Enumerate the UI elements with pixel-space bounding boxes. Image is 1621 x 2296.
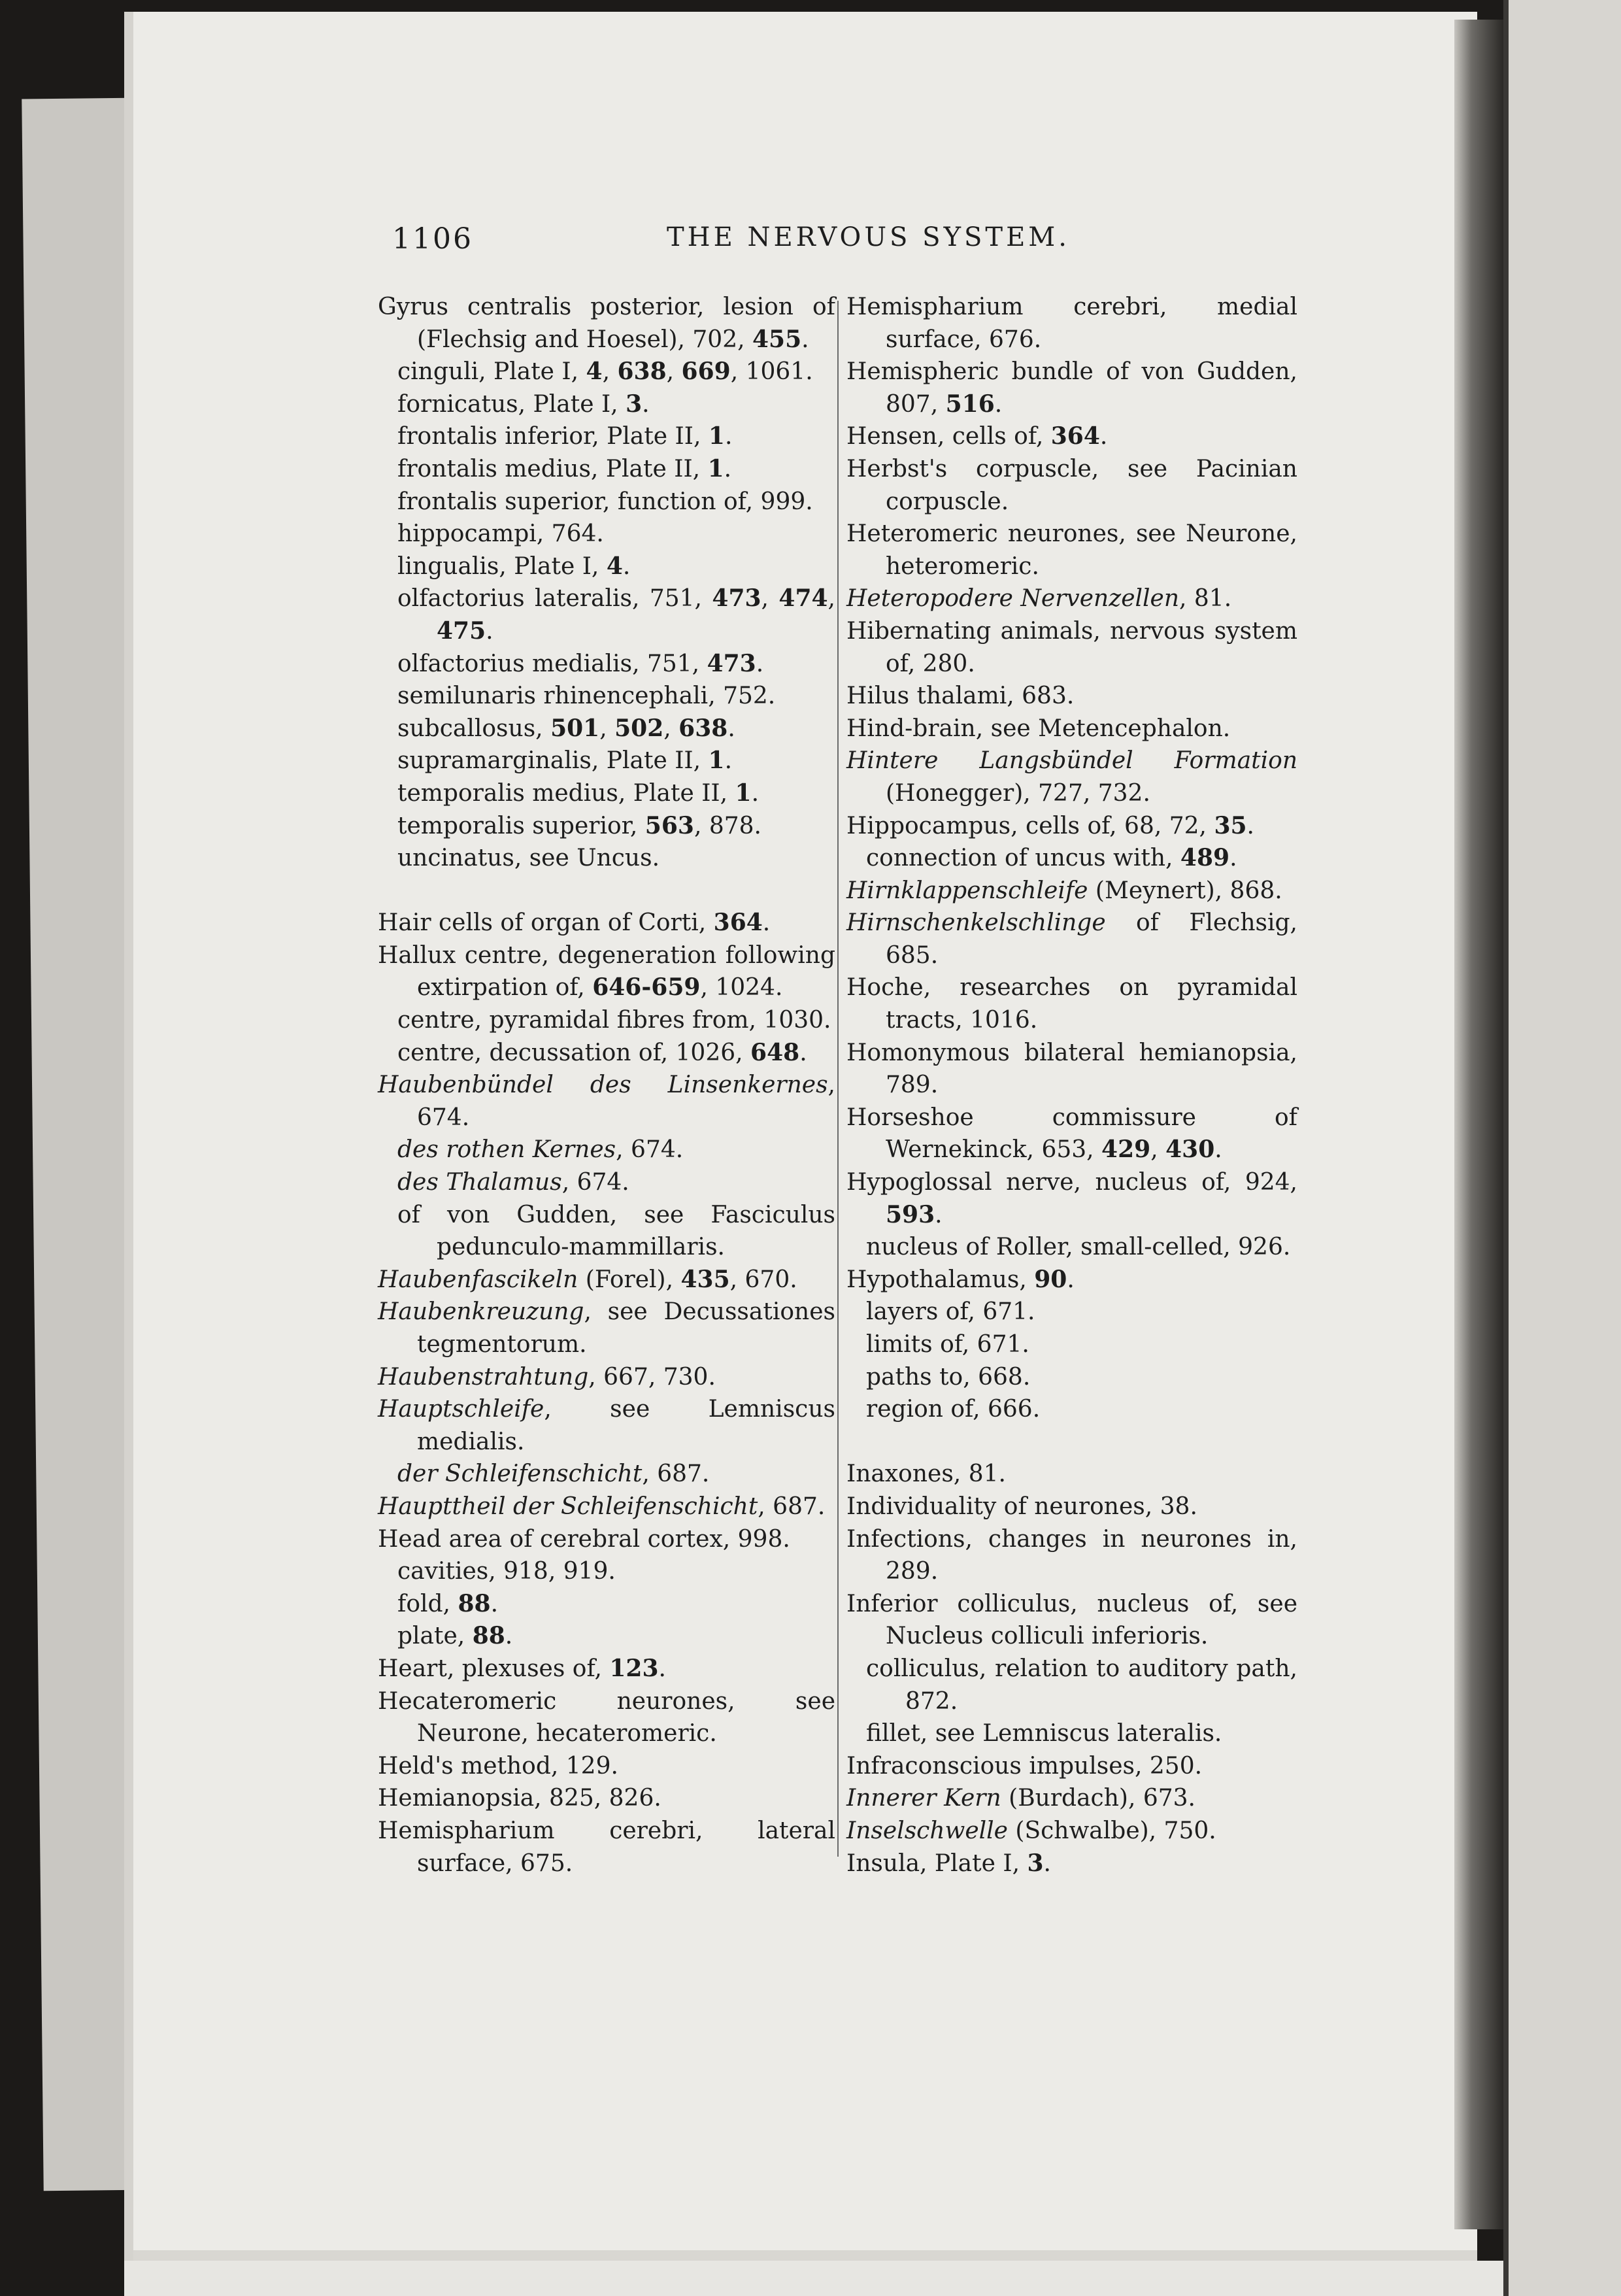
entry-text: Heart, plexuses of, xyxy=(378,1655,610,1682)
page-reference-bold: 489 xyxy=(1180,844,1230,872)
facing-page-edge xyxy=(1503,0,1621,2296)
index-entry xyxy=(846,713,1297,745)
index-entry xyxy=(378,1685,835,1750)
entry-text: . xyxy=(490,1590,499,1617)
page-reference-bold: 1 xyxy=(735,779,752,807)
entry-text: frontalis superior, function of, 999. xyxy=(397,488,813,515)
page-reference-bold: 1 xyxy=(708,747,725,775)
german-term: Hirnklappenschleife xyxy=(846,877,1088,904)
index-entry xyxy=(846,518,1297,582)
entry-text: . xyxy=(658,1655,666,1682)
entry-text: limits of, 671. xyxy=(866,1331,1029,1358)
german-term: Haupttheil der Schleifenschicht xyxy=(378,1493,758,1520)
entry-text: , 1024. xyxy=(700,974,783,1002)
entry-text: cavities, 918, 919. xyxy=(397,1558,616,1585)
entry-text: . xyxy=(724,423,733,450)
entry-text: , 670. xyxy=(729,1266,797,1293)
page-reference-bold: 501 xyxy=(550,714,600,742)
entry-text: Homonymous bilateral hemianopsia, 789. xyxy=(846,1039,1297,1099)
column-divider xyxy=(837,301,839,1857)
index-subentry xyxy=(378,680,835,713)
entry-text: Hemispheric bundle of von Gudden, 807, xyxy=(846,358,1297,418)
entry-text: . xyxy=(1099,423,1108,450)
entry-text: , 674. xyxy=(616,1136,684,1164)
page-reference-bold: 3 xyxy=(626,390,643,418)
page-bottom-edge xyxy=(124,2261,1503,2296)
index-subentry xyxy=(846,1328,1297,1361)
page-reference-bold: 502 xyxy=(614,714,664,742)
entry-text: , 687. xyxy=(642,1460,710,1488)
index-entry xyxy=(378,1523,835,1556)
entry-text: Hypothalamus, xyxy=(846,1266,1035,1293)
entry-text: of Flechsig, 685. xyxy=(886,909,1297,969)
index-subentry xyxy=(846,1296,1297,1328)
entry-text: semilunaris rhinencephali, 752. xyxy=(397,683,776,710)
entry-text: (Honegger), 727, 732. xyxy=(886,779,1150,807)
index-entry xyxy=(846,453,1297,518)
index-subentry xyxy=(378,1588,835,1621)
entry-text: Hemianopsia, 825, 826. xyxy=(378,1785,661,1812)
german-term: Innerer Kern xyxy=(846,1785,1001,1812)
index-entry xyxy=(846,1815,1297,1848)
entry-text: Herbst's corpuscle, see Pacinian corpuscle. xyxy=(846,455,1297,515)
entry-text: subcallosus, xyxy=(397,715,551,742)
entry-text: layers of, 671. xyxy=(866,1298,1035,1326)
page-reference-bold: 123 xyxy=(609,1654,659,1682)
index-entry xyxy=(378,291,835,356)
entry-text: paths to, 668. xyxy=(866,1363,1031,1391)
index-entry xyxy=(378,1653,835,1685)
index-subentry xyxy=(378,486,835,518)
page-reference-bold: 473 xyxy=(712,584,761,613)
entry-text: Hecateromeric neurones, see Neurone, hecateromeric. xyxy=(378,1687,835,1747)
entry-text: . xyxy=(486,617,493,645)
index-entry xyxy=(846,971,1297,1036)
entry-text: centre, decussation of, 1026, xyxy=(397,1039,751,1066)
page-reference-bold: 648 xyxy=(750,1038,800,1066)
entry-text: Insula, Plate I, xyxy=(846,1849,1028,1877)
entry-text: . xyxy=(756,650,764,677)
entry-text: fillet, see Lemniscus lateralis. xyxy=(866,1720,1222,1747)
entry-text: connection of uncus with, xyxy=(866,845,1180,872)
entry-text: . xyxy=(1067,1266,1075,1293)
entry-text: . xyxy=(727,715,735,742)
page-reference-bold: 88 xyxy=(472,1622,505,1650)
entry-text: . xyxy=(799,1039,807,1066)
index-entry xyxy=(846,1782,1297,1815)
entry-text: frontalis medius, Plate II, xyxy=(397,455,708,482)
entry-text: , xyxy=(827,585,835,613)
entry-text: , 81. xyxy=(1179,585,1232,613)
page-reference-bold: 646-659 xyxy=(592,973,701,1002)
entry-text: colliculus, relation to auditory path, 872. xyxy=(866,1655,1297,1715)
entry-text: , xyxy=(666,358,682,386)
entry-text: hippocampi, 764. xyxy=(397,520,604,548)
entry-text: uncinatus, see Uncus. xyxy=(397,845,660,872)
german-term: Haubenkreuzung xyxy=(378,1298,584,1326)
index-entry xyxy=(378,1296,835,1360)
entry-text: Infraconscious impulses, 250. xyxy=(846,1752,1203,1780)
entry-text: Hemispharium cerebri, lateral surface, 675. xyxy=(378,1817,835,1877)
index-subentry xyxy=(378,1199,835,1264)
entry-text: , 878. xyxy=(694,812,761,839)
entry-text: Hibernating animals, nervous system of, 280. xyxy=(846,617,1297,677)
entry-text: Inferior colliculus, nucleus of, see Nucleus colliculi inferioris. xyxy=(846,1590,1297,1650)
entry-text: Gyrus centralis posterior, lesion of (Flechsig and Hoesel), 702, xyxy=(378,294,835,353)
index-subentry xyxy=(378,453,835,486)
page-number: 1106 xyxy=(392,222,473,256)
letter-section-gap xyxy=(378,875,835,907)
index-entry xyxy=(846,1750,1297,1783)
index-entry xyxy=(846,810,1297,843)
entry-text: , xyxy=(1150,1136,1166,1164)
index-subentry xyxy=(846,1231,1297,1264)
german-term: Heteropodere Nervenzellen xyxy=(846,585,1180,613)
entry-text: . xyxy=(724,747,733,775)
page-gutter-shadow xyxy=(1454,20,1503,2229)
german-term: Haubenbündel des Linsenkernes xyxy=(378,1072,828,1099)
index-entry xyxy=(846,582,1297,615)
index-entry xyxy=(378,1491,835,1523)
entry-text: Hypoglossal nerve, nucleus of, 924, xyxy=(846,1169,1297,1196)
entry-text: lingualis, Plate I, xyxy=(397,552,607,580)
index-entry xyxy=(846,291,1297,356)
entry-text: Heteromeric neurones, see Neurone, heteromeric. xyxy=(846,520,1297,580)
page-reference-bold: 516 xyxy=(945,390,995,418)
letter-section-gap xyxy=(846,1426,1297,1459)
index-entry xyxy=(846,745,1297,809)
page-reference-bold: 88 xyxy=(458,1589,491,1617)
page-reference-bold: 90 xyxy=(1034,1265,1067,1293)
german-term: Hintere Langsbündel Formation xyxy=(846,747,1297,775)
entry-text: . xyxy=(935,1201,943,1228)
index-subentry xyxy=(378,582,835,647)
entry-text: olfactorius lateralis, 751, xyxy=(397,585,712,613)
index-subentry xyxy=(378,1134,835,1166)
index-subentry xyxy=(378,1555,835,1588)
page-reference-bold: 364 xyxy=(713,909,763,937)
entry-text: , see Lemniscus medialis. xyxy=(417,1396,835,1455)
index-subentry xyxy=(378,810,835,843)
index-subentry xyxy=(378,1166,835,1199)
index-subentry xyxy=(378,745,835,777)
entry-text: , 674. xyxy=(561,1169,629,1196)
entry-text: fornicatus, Plate I, xyxy=(397,390,626,418)
page-reference-bold: 4 xyxy=(586,358,603,386)
index-entry xyxy=(846,1523,1297,1588)
index-subentry xyxy=(846,1717,1297,1750)
index-subentry xyxy=(378,550,835,583)
index-entry xyxy=(846,1491,1297,1523)
entry-text: fold, xyxy=(397,1590,458,1617)
entry-text: Hemispharium cerebri, medial surface, 676. xyxy=(846,294,1297,353)
index-subentry xyxy=(846,1361,1297,1394)
entry-text: Hair cells of organ of Corti, xyxy=(378,909,714,937)
index-entry xyxy=(378,1750,835,1783)
entry-text: (Meynert), 868. xyxy=(1088,877,1282,904)
entry-text: Held's method, 129. xyxy=(378,1752,618,1780)
index-subentry xyxy=(378,356,835,388)
german-term: des rothen Kernes xyxy=(397,1136,616,1164)
index-column-right xyxy=(846,291,1297,1880)
page-reference-bold: 364 xyxy=(1050,422,1100,450)
entry-text: . xyxy=(1229,845,1237,872)
index-subentry xyxy=(378,1620,835,1653)
index-entry xyxy=(846,875,1297,907)
index-entry xyxy=(378,1264,835,1296)
entry-text: Hippocampus, cells of, 68, 72, xyxy=(846,812,1214,839)
page-reference-bold: 429 xyxy=(1101,1136,1151,1164)
running-head: THE NERVOUS SYSTEM. xyxy=(667,222,1070,252)
entry-text: . xyxy=(642,390,650,418)
entry-text: , 687. xyxy=(758,1493,826,1520)
page-reference-bold: 1 xyxy=(708,422,725,450)
entry-text: . xyxy=(1214,1136,1222,1164)
entry-text: . xyxy=(994,390,1003,418)
page-reference-bold: 455 xyxy=(752,325,802,353)
entry-text: . xyxy=(751,779,760,807)
page-reference-bold: 473 xyxy=(707,649,756,677)
entry-text: cinguli, Plate I, xyxy=(397,358,586,386)
page-reference-bold: 669 xyxy=(681,358,731,386)
index-entry xyxy=(846,907,1297,971)
entry-text: . xyxy=(1043,1849,1051,1877)
index-entry xyxy=(846,680,1297,713)
entry-text: Individuality of neurones, 38. xyxy=(846,1493,1197,1520)
entry-text: , xyxy=(602,358,618,386)
german-term: Hauptschleife xyxy=(378,1396,544,1423)
index-entry xyxy=(846,420,1297,453)
index-column-left xyxy=(378,291,835,1880)
page-reference-bold: 638 xyxy=(678,714,728,742)
entry-text: , 674. xyxy=(417,1072,835,1131)
entry-text: of von Gudden, see Fasciculus pedunculo-mammillaris. xyxy=(397,1201,835,1261)
index-entry xyxy=(378,939,835,1004)
index-subentry xyxy=(378,1004,835,1037)
entry-text: frontalis inferior, Plate II, xyxy=(397,423,709,450)
entry-text: , xyxy=(599,715,615,742)
entry-text: , xyxy=(663,715,679,742)
entry-text: . xyxy=(801,326,809,353)
page-reference-bold: 474 xyxy=(778,584,828,613)
index-entry xyxy=(846,1264,1297,1296)
page-reference-bold: 4 xyxy=(606,552,623,580)
entry-text: , 1061. xyxy=(730,358,813,386)
entry-text: region of, 666. xyxy=(866,1396,1041,1423)
index-subentry xyxy=(378,648,835,681)
page-reference-bold: 430 xyxy=(1165,1136,1215,1164)
index-entry xyxy=(378,1782,835,1815)
entry-text: . xyxy=(622,552,631,580)
index-subentry xyxy=(846,1393,1297,1426)
index-entry xyxy=(846,1166,1297,1231)
entry-text: Hoche, researches on pyramidal tracts, 1016. xyxy=(846,974,1297,1034)
page-reference-bold: 563 xyxy=(644,811,694,839)
entry-text: nucleus of Roller, small-celled, 926. xyxy=(866,1234,1291,1261)
entry-text: (Schwalbe), 750. xyxy=(1007,1817,1216,1844)
page-reference-bold: 435 xyxy=(680,1265,730,1293)
index-entry xyxy=(846,615,1297,680)
entry-text: (Forel), xyxy=(578,1266,681,1293)
entry-text: temporalis medius, Plate II, xyxy=(397,779,735,807)
entry-text: Hind-brain, see Metencephalon. xyxy=(846,715,1231,742)
entry-text: . xyxy=(762,909,771,937)
entry-text: (Burdach), 673. xyxy=(1001,1785,1195,1812)
entry-text: Hilus thalami, 683. xyxy=(846,683,1075,710)
index-subentry xyxy=(378,842,835,875)
entry-text: Inaxones, 81. xyxy=(846,1460,1006,1488)
page-reference-bold: 638 xyxy=(617,358,667,386)
index-entry xyxy=(846,1458,1297,1491)
index-subentry xyxy=(378,420,835,453)
page-reference-bold: 3 xyxy=(1027,1849,1044,1877)
entry-text: , see Decussationes tegmentorum. xyxy=(417,1298,835,1358)
index-subentry xyxy=(846,842,1297,875)
page-reference-bold: 1 xyxy=(707,454,724,482)
index-entry xyxy=(378,907,835,939)
page-reference-bold: 475 xyxy=(437,616,486,645)
german-term: Haubenstrahtung xyxy=(378,1363,589,1391)
german-term: Inselschwelle xyxy=(846,1817,1008,1844)
index-subentry xyxy=(378,1037,835,1070)
entry-text: centre, pyramidal fibres from, 1030. xyxy=(397,1007,831,1034)
entry-text: , xyxy=(761,585,779,613)
index-entry xyxy=(378,1361,835,1394)
entry-text: olfactorius medialis, 751, xyxy=(397,650,707,677)
entry-text: . xyxy=(724,455,732,482)
index-subentry xyxy=(378,713,835,745)
german-term: der Schleifenschicht xyxy=(397,1460,643,1488)
facing-page-border xyxy=(1503,0,1509,2296)
entry-text: . xyxy=(1246,812,1254,839)
index-entry xyxy=(846,1848,1297,1880)
index-subentry xyxy=(378,1458,835,1491)
entry-text: Hallux centre, degeneration following extirpation of, xyxy=(378,941,835,1002)
index-entry xyxy=(846,356,1297,420)
entry-text: . xyxy=(505,1623,513,1650)
index-entry xyxy=(378,1069,835,1134)
entry-text: Head area of cerebral cortex, 998. xyxy=(378,1525,790,1553)
entry-text: temporalis superior, xyxy=(397,812,645,839)
index-entry xyxy=(846,1102,1297,1166)
entry-text: , 667, 730. xyxy=(588,1363,716,1391)
entry-text: Infections, changes in neurones in, 289. xyxy=(846,1525,1297,1585)
entry-text: supramarginalis, Plate II, xyxy=(397,747,709,775)
page-reference-bold: 35 xyxy=(1214,811,1247,839)
index-subentry xyxy=(846,1653,1297,1717)
index-subentry xyxy=(378,777,835,810)
index-entry xyxy=(846,1037,1297,1102)
index-entry xyxy=(378,1393,835,1458)
entry-text: plate, xyxy=(397,1623,473,1650)
index-subentry xyxy=(378,518,835,550)
entry-text: Horseshoe commissure of Wernekinck, 653, xyxy=(846,1104,1297,1164)
page-reference-bold: 593 xyxy=(886,1200,935,1228)
index-entry xyxy=(846,1588,1297,1653)
entry-text: Hensen, cells of, xyxy=(846,423,1051,450)
german-term: des Thalamus xyxy=(397,1169,562,1196)
german-term: Haubenfascikeln xyxy=(378,1266,578,1293)
index-subentry xyxy=(378,388,835,421)
german-term: Hirnschenkelschlinge xyxy=(846,909,1106,937)
index-entry xyxy=(378,1815,835,1880)
